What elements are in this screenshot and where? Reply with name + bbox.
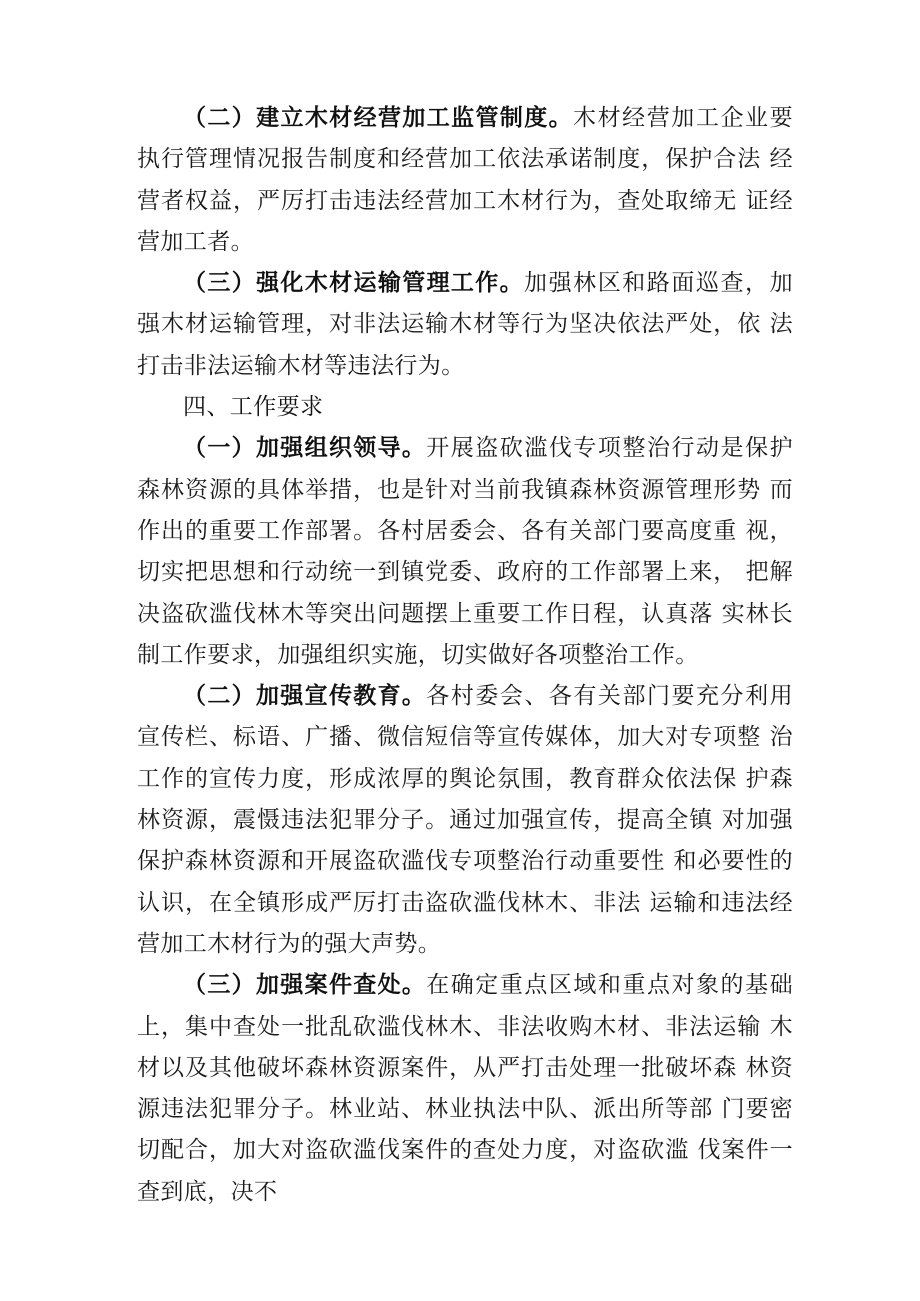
paragraph-heading: （三）加强案件查处。 (183, 972, 427, 999)
paragraph-text: 在确定重点区域和重点对象的基础 上，集中查处一批乱砍滥伐林木、非法收购木材、非法运输 木材以及其他破坏森林资源案件，从严打击处理一批破坏森 林资源违法犯罪分子。林业站、林业执法中队、派出所等部 门要密切配合，加大对盗砍滥伐案件的查处力度，对盗砍滥 伐案件一查到底，决不 (137, 972, 793, 1205)
paragraph-timber-transport-management (137, 263, 793, 387)
paragraph-timber-processing-supervision (137, 98, 793, 263)
paragraph-text: 加强林区和路面巡查，加 强木材运输管理，对非法运输木材等行为坚决依法严处，依 法打击非法运输木材等违法行为。 (137, 270, 793, 379)
paragraph-text: 各村委会、各有关部门要充分利用 宣传栏、标语、广播、微信短信等宣传媒体，加大对专项整 治工作的宣传力度，形成浓厚的舆论氛围，教育群众依法保 护森林资源，震慑违法犯罪分子。通过加强宣传，提高全镇 对加强保护森林资源和开展盗砍滥伐专项整治行动重要性 和必要性的认识，在全镇形成严厉打击盗砍滥伐林木、非法 运输和违法经营加工木材行为的强大声势。 (137, 683, 793, 957)
paragraph-heading: （一）加强组织领导。 (183, 435, 427, 462)
document-body (137, 98, 793, 1213)
paragraph-heading: （二）建立木材经营加工监管制度。 (183, 105, 573, 131)
section-title-work-requirements: 四、工作要求 (183, 394, 324, 421)
paragraph-text: 开展盗砍滥伐专项整治行动是保护 森林资源的具体举措，也是针对当前我镇森林资源管理形势 而作出的重要工作部署。各村居委会、各有关部门要高度重 视，切实把思想和行动统一到镇党委、政府的工作部署上来， 把解决盗砍滥伐林木等突出问题摆上重要工作日程，认真落 实林长制工作要求，加强组织实施，切实做好各项整治工作。 (137, 435, 793, 668)
paragraph-heading: （三）强化木材运输管理工作。 (183, 270, 525, 297)
paragraph-text: 木材经营加工企业要 执行管理情况报告制度和经营加工依法承诺制度，保护合法 经营者权益，严厉打击违法经营加工木材行为，查处取缔无 证经营加工者。 (137, 105, 793, 255)
paragraph-organization-leadership (137, 428, 793, 676)
paragraph-heading: （二）加强宣传教育。 (183, 683, 427, 710)
paragraph-case-investigation (137, 965, 793, 1213)
paragraph-publicity-education (137, 676, 793, 965)
